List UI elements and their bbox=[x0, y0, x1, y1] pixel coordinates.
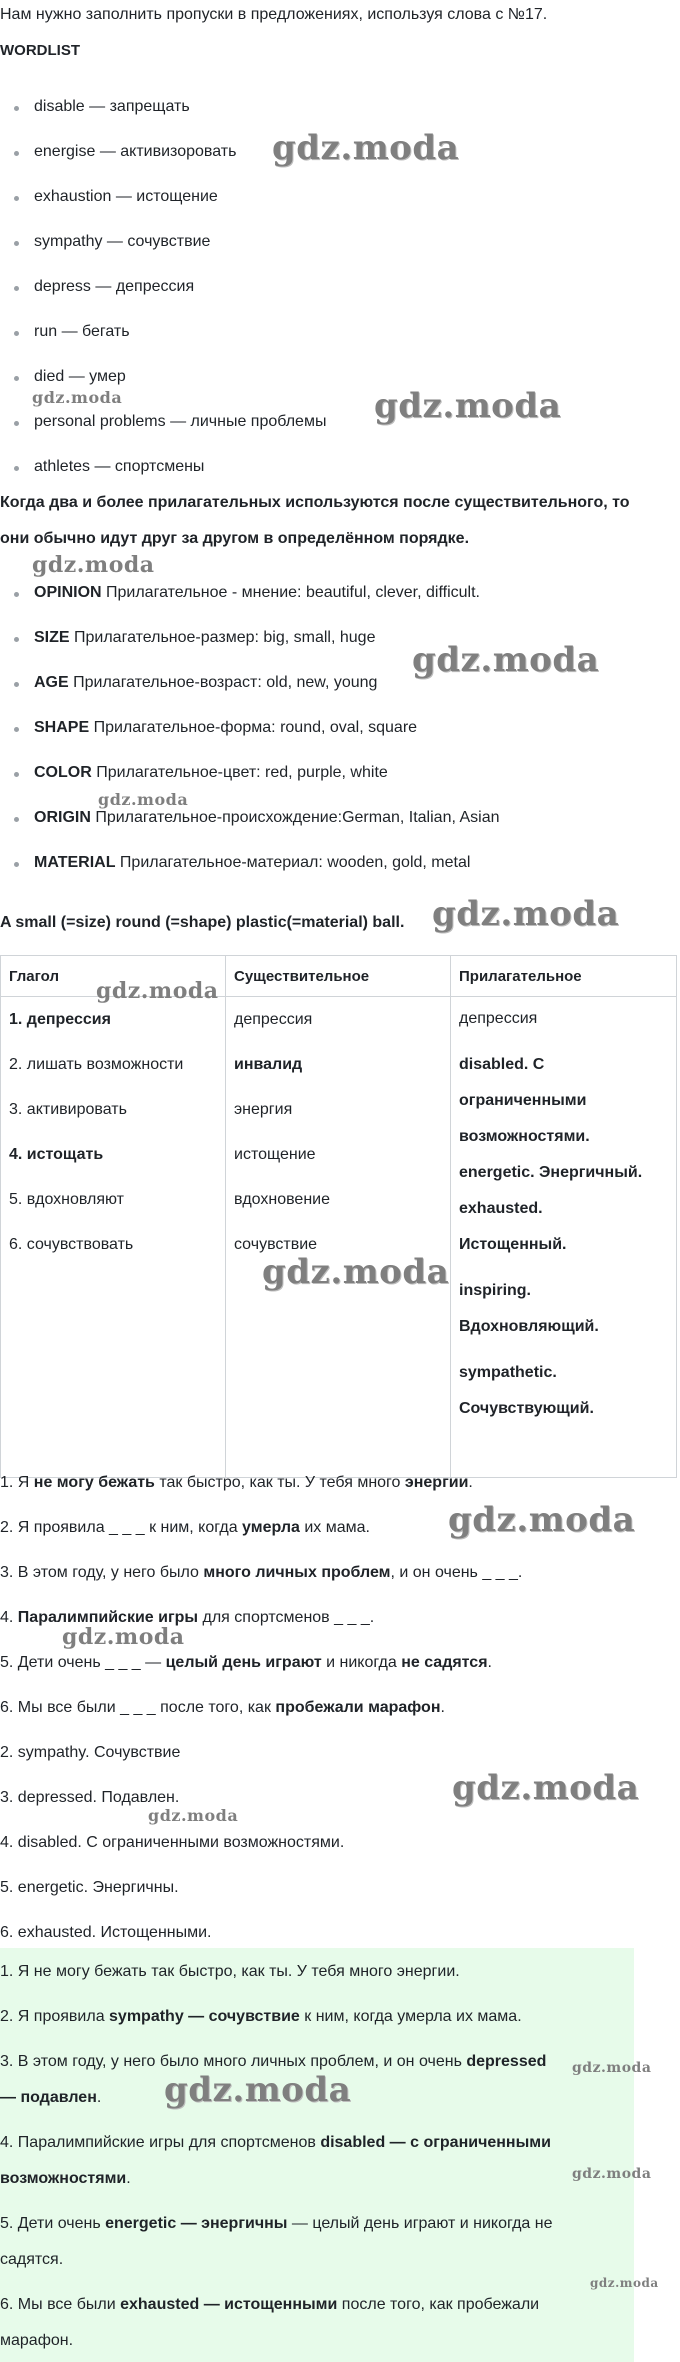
watermark: gdz.moda bbox=[262, 1252, 450, 1292]
adjective-item: Истощенный. bbox=[459, 1236, 567, 1253]
answer-short: 2. sympathy. Сочувствие bbox=[0, 1744, 181, 1761]
list-item: exhaustion — истощение bbox=[34, 188, 218, 205]
answer-full-2: 2. Я проявила sympathy — сочувствие к ним, когда умерла их мама. bbox=[0, 2008, 522, 2025]
adjective-item: energetic. Энергичный. bbox=[459, 1164, 643, 1181]
verb-item: 2. лишать возможности bbox=[9, 1056, 184, 1073]
verb-item: 5. вдохновляют bbox=[9, 1191, 125, 1208]
watermark: gdz.moda bbox=[32, 388, 123, 407]
answer-full-6: 6. Мы все были exhausted — истощенными после того, как пробежали марафон. bbox=[0, 2296, 540, 2349]
sentence-5: 5. Дети очень _ _ _ — целый день играют и никогда не садятся. bbox=[0, 1654, 492, 1671]
noun-item: депрессия bbox=[234, 1011, 313, 1028]
list-item: athletes — спортсмены bbox=[34, 458, 205, 475]
watermark: gdz.moda bbox=[96, 978, 219, 1004]
answer-full-5: 5. Дети очень energetic — энергичны — целый день играют и никогда не садятся. bbox=[0, 2215, 553, 2268]
watermark: gdz.moda bbox=[452, 1768, 640, 1808]
adjective-item: sympathetic. bbox=[459, 1364, 557, 1381]
answer-full-3: 3. В этом году, у него было много личных проблем, и он очень depressed — подавлен. bbox=[0, 2053, 547, 2106]
column-header: Глагол bbox=[1, 956, 226, 997]
answer-full-4: 4. Паралимпийские игры для спортсменов disabled — с ограниченными возможностями. bbox=[0, 2134, 551, 2187]
noun-item: сочувствие bbox=[234, 1236, 318, 1253]
adjectives-cell bbox=[451, 997, 677, 1478]
wordlist-title: WORDLIST bbox=[0, 42, 80, 59]
verb-item: 1. депрессия bbox=[9, 1011, 111, 1028]
sentence-4: 4. Паралимпийские игры для спортсменов _ _ _. bbox=[0, 1609, 375, 1626]
intro-text: Нам нужно заполнить пропуски в предложениях, используя слова с №17. bbox=[0, 6, 548, 23]
sentence-3: 3. В этом году, у него было много личных проблем, и он очень _ _ _. bbox=[0, 1564, 523, 1581]
list-item: energise — активизоровать bbox=[34, 143, 237, 160]
watermark: gdz.moda bbox=[62, 1624, 185, 1650]
watermark: gdz.moda bbox=[374, 386, 562, 426]
answer-full-1: 1. Я не могу бежать так быстро, как ты. У тебя много энергии. bbox=[0, 1963, 460, 1980]
list-item: AGE Прилагательное-возраст: old, new, young bbox=[34, 674, 378, 691]
answer-short: 3. depressed. Подавлен. bbox=[0, 1789, 180, 1806]
nouns-cell bbox=[226, 997, 451, 1478]
answer-short: 6. exhausted. Истощенными. bbox=[0, 1924, 212, 1941]
watermark: gdz.moda bbox=[572, 2060, 652, 2076]
sentence-1: 1. Я не могу бежать так быстро, как ты. У тебя много энергии. bbox=[0, 1474, 473, 1491]
list-item: COLOR Прилагательное-цвет: red, purple, white bbox=[34, 764, 388, 781]
list-item: sympathy — сочувствие bbox=[34, 233, 211, 250]
watermark: gdz.moda bbox=[32, 552, 155, 578]
adjective-item: возможностями. bbox=[459, 1128, 590, 1145]
watermark: gdz.moda bbox=[412, 640, 600, 680]
watermark: gdz.moda bbox=[448, 1500, 636, 1540]
watermark: gdz.moda bbox=[164, 2070, 352, 2110]
adjective-item: exhausted. bbox=[459, 1200, 543, 1217]
verb-item: 4. истощать bbox=[9, 1146, 104, 1163]
answers-panel bbox=[0, 1948, 634, 2362]
example-sentence: A small (=size) round (=shape) plastic(=material) ball. bbox=[0, 914, 405, 931]
adjective-item: Сочувствующий. bbox=[459, 1400, 594, 1417]
rule-line-2: они обычно идут друг за другом в определённом порядке. bbox=[0, 530, 470, 547]
answer-short: 5. energetic. Энергичны. bbox=[0, 1879, 179, 1896]
adjective-item: inspiring. bbox=[459, 1282, 531, 1299]
noun-item: инвалид bbox=[234, 1056, 303, 1073]
list-item: SIZE Прилагательное-размер: big, small, huge bbox=[34, 629, 376, 646]
list-item: ORIGIN Прилагательное-происхождение:German, Italian, Asian bbox=[34, 809, 500, 826]
adjective-item: disabled. С bbox=[459, 1056, 545, 1073]
list-item: personal problems — личные проблемы bbox=[34, 413, 327, 430]
verb-item: 3. активировать bbox=[9, 1101, 127, 1118]
verbs-cell bbox=[1, 997, 226, 1478]
list-item: depress — депрессия bbox=[34, 278, 195, 295]
list-item: OPINION Прилагательное - мнение: beautiful, clever, difficult. bbox=[34, 584, 480, 601]
rule-line-1: Когда два и более прилагательных используются после существительного, то bbox=[0, 494, 630, 511]
list-item: disable — запрещать bbox=[34, 98, 190, 115]
column-header: Существительное bbox=[226, 956, 451, 997]
watermark: gdz.moda bbox=[590, 2276, 659, 2290]
watermark: gdz.moda bbox=[272, 128, 460, 168]
noun-item: истощение bbox=[234, 1146, 316, 1163]
adjective-item: депрессия bbox=[459, 1010, 538, 1027]
column-header: Прилагательное bbox=[451, 956, 677, 997]
sentence-2: 2. Я проявила _ _ _ к ним, когда умерла их мама. bbox=[0, 1519, 370, 1536]
watermark: gdz.moda bbox=[98, 790, 189, 809]
verb-item: 6. сочувствовать bbox=[9, 1236, 134, 1253]
noun-item: энергия bbox=[234, 1101, 293, 1118]
list-item: MATERIAL Прилагательное-материал: wooden, gold, metal bbox=[34, 854, 471, 871]
word-forms-table bbox=[0, 955, 677, 1478]
watermark: gdz.moda bbox=[148, 1806, 239, 1825]
answer-short: 4. disabled. С ограниченными возможностями. bbox=[0, 1834, 345, 1851]
watermark: gdz.moda bbox=[572, 2166, 652, 2182]
sentence-6: 6. Мы все были _ _ _ после того, как пробежали марафон. bbox=[0, 1699, 445, 1716]
adjective-item: ограниченными bbox=[459, 1092, 587, 1109]
list-item: SHAPE Прилагательное-форма: round, oval, square bbox=[34, 719, 418, 736]
list-item: died — умер bbox=[34, 368, 126, 385]
watermark: gdz.moda bbox=[432, 894, 620, 934]
adjective-item: Вдохновляющий. bbox=[459, 1318, 599, 1335]
noun-item: вдохновение bbox=[234, 1191, 330, 1208]
list-item: run — бегать bbox=[34, 323, 130, 340]
